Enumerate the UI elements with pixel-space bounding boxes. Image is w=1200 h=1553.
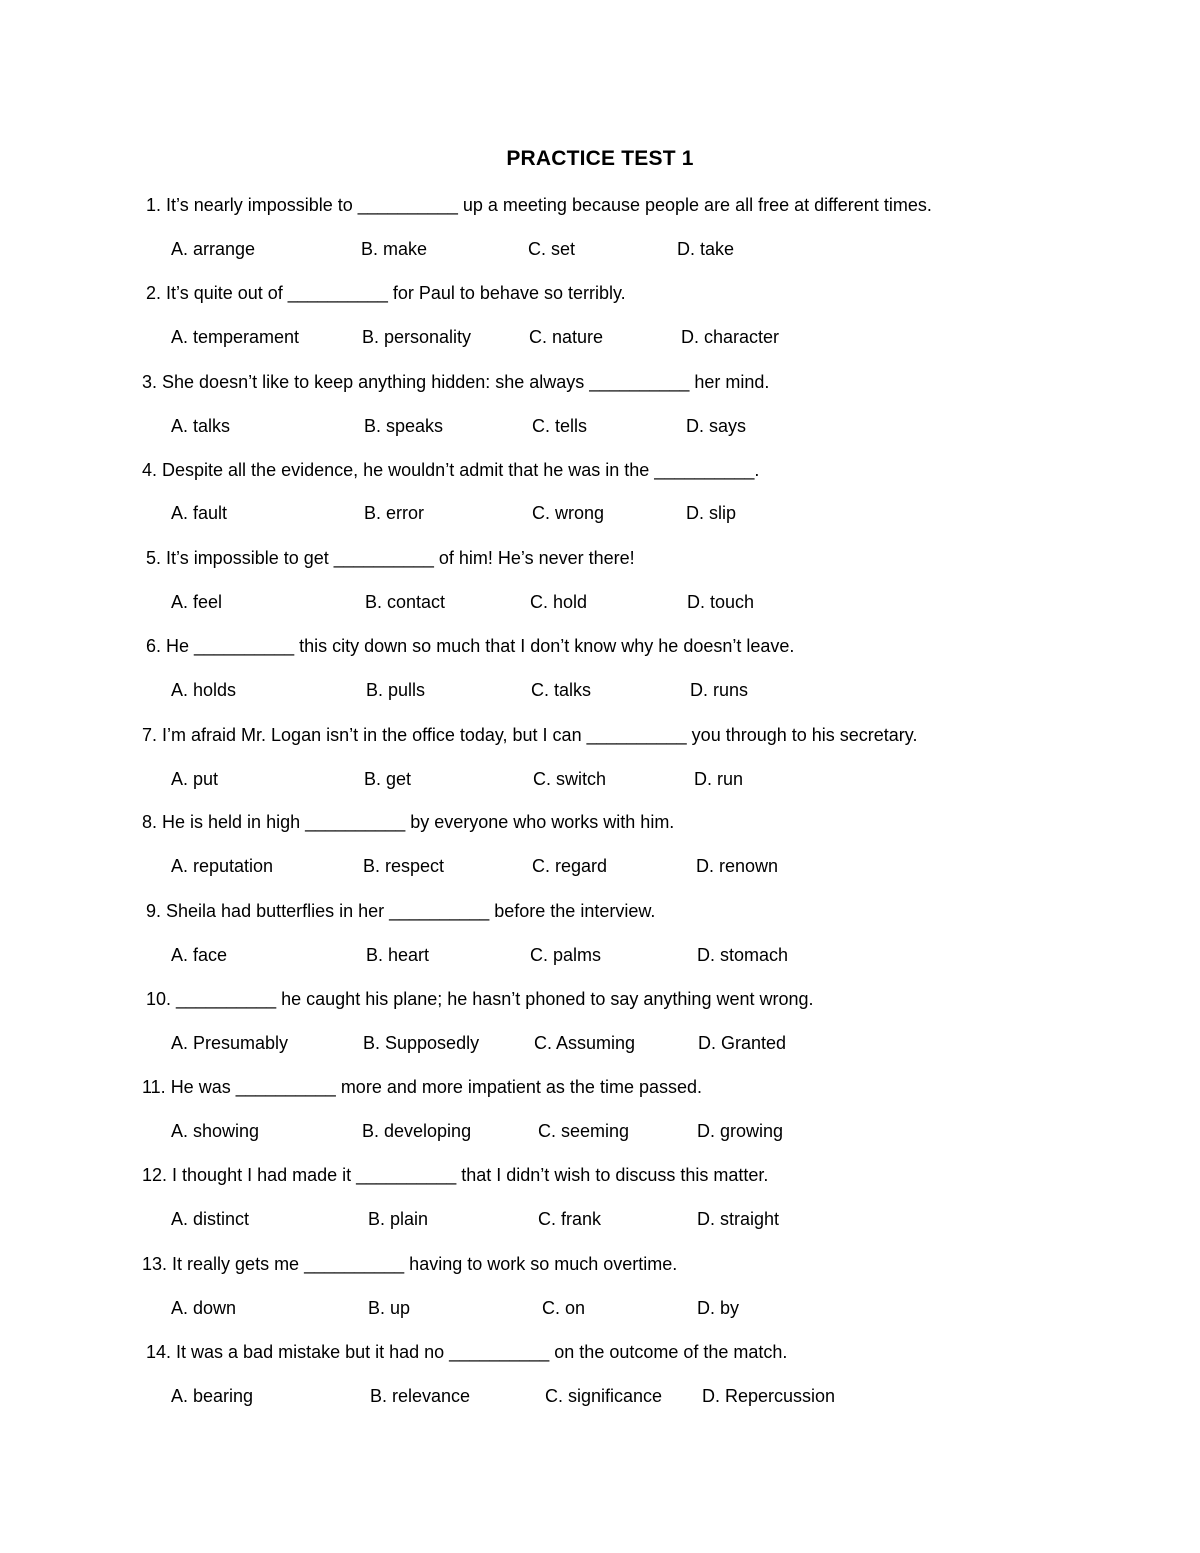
option-b: B. make (361, 239, 428, 259)
option-c: C. palms (530, 945, 602, 965)
option-a: A. face (171, 945, 228, 965)
option-a: A. fault (171, 503, 228, 523)
option-a: A. down (171, 1298, 237, 1318)
option-b: B. speaks (364, 416, 444, 436)
option-a: A. reputation (171, 856, 274, 876)
option-b: B. up (368, 1298, 411, 1318)
option-d: D. character (681, 327, 780, 347)
options-row (0, 236, 1200, 262)
options-row (0, 1295, 1200, 1321)
options-row (0, 766, 1200, 792)
option-c: C. talks (531, 680, 592, 700)
option-b: B. relevance (370, 1386, 471, 1406)
option-d: D. touch (687, 592, 755, 612)
option-c: C. on (542, 1298, 586, 1318)
option-c: C. Assuming (534, 1033, 636, 1053)
option-c: C. nature (529, 327, 604, 347)
option-d: D. straight (697, 1209, 780, 1229)
option-c: C. tells (532, 416, 588, 436)
option-a: A. put (171, 769, 219, 789)
question-text: 2. It’s quite out of __________ for Paul to behave so terribly. (146, 283, 626, 303)
options-row (0, 1118, 1200, 1144)
option-d: D. by (697, 1298, 740, 1318)
option-b: B. respect (363, 856, 445, 876)
option-a: A. talks (171, 416, 231, 436)
options-row (0, 677, 1200, 703)
options-row (0, 589, 1200, 615)
option-b: B. personality (362, 327, 472, 347)
option-a: A. distinct (171, 1209, 250, 1229)
option-b: B. developing (362, 1121, 472, 1141)
option-d: D. runs (690, 680, 749, 700)
options-row (0, 500, 1200, 526)
option-d: D. Granted (698, 1033, 787, 1053)
question-text: 5. It’s impossible to get __________ of him! He’s never there! (146, 548, 635, 568)
option-c: C. significance (545, 1386, 663, 1406)
option-d: D. run (694, 769, 744, 789)
options-row (0, 1383, 1200, 1409)
option-a: A. temperament (171, 327, 300, 347)
page-title: PRACTICE TEST 1 (506, 147, 694, 170)
option-b: B. heart (366, 945, 430, 965)
option-d: D. says (686, 416, 747, 436)
question-text: 9. Sheila had butterflies in her __________ before the interview. (146, 901, 656, 921)
question-text: 8. He is held in high __________ by everyone who works with him. (142, 812, 675, 832)
question-text: 7. I’m afraid Mr. Logan isn’t in the office today, but I can __________ you through to his secretary. (142, 725, 918, 745)
option-d: D. stomach (697, 945, 789, 965)
question-text: 6. He __________ this city down so much that I don’t know why he doesn’t leave. (146, 636, 795, 656)
option-c: C. switch (533, 769, 607, 789)
option-b: B. contact (365, 592, 446, 612)
question-text: 14. It was a bad mistake but it had no __________ on the outcome of the match. (146, 1342, 788, 1362)
option-d: D. take (677, 239, 735, 259)
question-text: 13. It really gets me __________ having to work so much overtime. (142, 1254, 678, 1274)
question-text: 4. Despite all the evidence, he wouldn’t admit that he was in the __________. (142, 460, 760, 480)
option-c: C. regard (532, 856, 608, 876)
option-a: A. Presumably (171, 1033, 289, 1053)
question-text: 12. I thought I had made it __________ that I didn’t wish to discuss this matter. (142, 1165, 769, 1185)
options-row (0, 1030, 1200, 1056)
option-a: A. arrange (171, 239, 256, 259)
option-a: A. bearing (171, 1386, 254, 1406)
option-a: A. feel (171, 592, 223, 612)
option-d: D. slip (686, 503, 737, 523)
option-b: B. plain (368, 1209, 429, 1229)
option-d: D. growing (697, 1121, 784, 1141)
option-a: A. showing (171, 1121, 260, 1141)
option-b: B. pulls (366, 680, 426, 700)
option-d: D. renown (696, 856, 779, 876)
option-a: A. holds (171, 680, 237, 700)
option-d: D. Repercussion (702, 1386, 836, 1406)
options-row (0, 413, 1200, 439)
options-row (0, 942, 1200, 968)
options-row (0, 324, 1200, 350)
question-text: 11. He was __________ more and more impatient as the time passed. (142, 1077, 702, 1097)
option-b: B. error (364, 503, 425, 523)
option-b: B. get (364, 769, 412, 789)
question-text: 3. She doesn’t like to keep anything hidden: she always __________ her mind. (142, 372, 770, 392)
options-row (0, 853, 1200, 879)
question-text: 10. __________ he caught his plane; he hasn’t phoned to say anything went wrong. (146, 989, 814, 1009)
option-c: C. seeming (538, 1121, 630, 1141)
options-row (0, 1206, 1200, 1232)
option-c: C. frank (538, 1209, 602, 1229)
option-c: C. hold (530, 592, 588, 612)
option-c: C. wrong (532, 503, 605, 523)
option-c: C. set (528, 239, 576, 259)
option-b: B. Supposedly (363, 1033, 480, 1053)
question-text: 1. It’s nearly impossible to __________ up a meeting because people are all free at different times. (146, 195, 932, 215)
